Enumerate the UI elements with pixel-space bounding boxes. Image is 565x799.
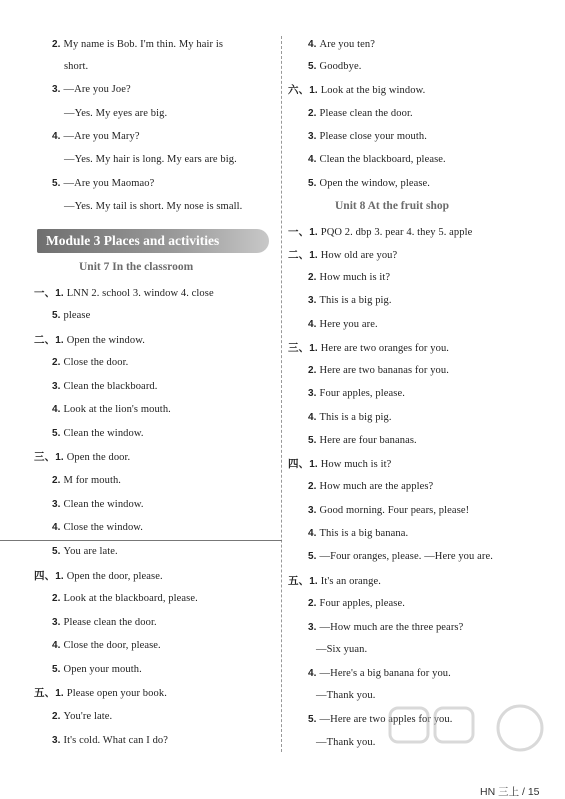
item-number: 5. <box>52 664 61 675</box>
answer-line <box>52 545 118 559</box>
item-text: —Are you Joe? <box>63 84 131 95</box>
answer-line <box>308 38 375 52</box>
answer-line <box>34 333 145 348</box>
item-number: 5. <box>52 178 61 189</box>
answer-line <box>308 527 408 541</box>
answer-line <box>308 411 392 425</box>
item-number: 1. <box>309 576 318 587</box>
answer-line <box>308 271 390 285</box>
answer-line <box>52 734 168 748</box>
answer-line <box>64 107 167 121</box>
answer-line <box>52 521 143 535</box>
answer-line <box>316 643 367 657</box>
item-text: It's cold. What can I do? <box>63 735 169 746</box>
item-text: How much are the apples? <box>319 481 434 492</box>
item-number: 4. <box>308 319 317 330</box>
item-text: How much is it? <box>320 459 392 470</box>
item-text: LNN 2. school 3. window 4. close <box>66 288 214 299</box>
answer-line <box>308 294 392 308</box>
item-text: Goodbye. <box>319 61 362 72</box>
item-number: 4. <box>308 154 317 165</box>
answer-line <box>64 153 237 167</box>
item-text: —Yes. My eyes are big. <box>64 108 168 119</box>
item-text: Please close your mouth. <box>319 131 427 142</box>
item-text: Good morning. Four pears, please! <box>319 505 470 516</box>
item-text: Here are four bananas. <box>319 435 417 446</box>
item-number: 2. <box>52 39 61 50</box>
unit-8-title: Unit 8 At the fruit shop <box>335 200 450 212</box>
item-text: —How much are the three pears? <box>319 622 464 633</box>
item-number: 3. <box>52 617 61 628</box>
item-text: Please clean the door. <box>63 617 157 628</box>
answer-line <box>288 457 391 472</box>
answer-line <box>308 667 451 681</box>
watermark-logo <box>385 700 560 792</box>
item-text: It's an orange. <box>320 576 381 587</box>
item-number: 1. <box>55 288 64 299</box>
section-number: 二、 <box>34 334 56 346</box>
item-text: —Thank you. <box>316 737 376 748</box>
item-number: 5. <box>52 546 61 557</box>
answer-line <box>308 153 446 167</box>
answer-line <box>288 83 425 98</box>
answer-line <box>52 403 171 417</box>
item-number: 2. <box>308 598 317 609</box>
right-column <box>283 0 565 797</box>
item-number: 1. <box>55 571 64 582</box>
answer-line <box>308 177 430 191</box>
item-text: —Six yuan. <box>316 644 368 655</box>
item-text: This is a big pig. <box>319 295 392 306</box>
item-text: You're late. <box>63 711 113 722</box>
item-text: How old are you? <box>320 250 398 261</box>
item-number: 4. <box>308 668 317 679</box>
answer-line <box>288 225 472 240</box>
answer-line <box>316 689 375 703</box>
item-text: This is a big pig. <box>319 412 392 423</box>
item-text: Look at the blackboard, please. <box>63 593 198 604</box>
answer-line <box>52 639 161 653</box>
answer-line <box>308 107 413 121</box>
item-number: 5. <box>52 428 61 439</box>
item-text: —Are you Maomao? <box>63 178 155 189</box>
item-text: Look at the lion's mouth. <box>63 404 171 415</box>
item-text: Open the window, please. <box>319 178 431 189</box>
item-text: Here are two bananas for you. <box>319 365 449 376</box>
answer-line <box>308 387 405 401</box>
item-number: 5. <box>308 714 317 725</box>
section-number: 三、 <box>288 342 310 354</box>
item-number: 4. <box>308 39 317 50</box>
item-number: 1. <box>309 227 318 238</box>
item-number: 1. <box>309 343 318 354</box>
answer-line <box>308 597 405 611</box>
answer-line <box>52 710 112 724</box>
left-column <box>0 0 282 797</box>
item-text: please <box>63 310 91 321</box>
item-text: —Yes. My tail is short. My nose is small. <box>64 201 243 212</box>
answer-line <box>308 480 433 494</box>
item-number: 2. <box>52 357 61 368</box>
answer-line <box>52 427 144 441</box>
answer-line <box>34 450 130 465</box>
item-number: 1. <box>309 459 318 470</box>
section-number: 三、 <box>34 451 56 463</box>
item-text: —Here are two apples for you. <box>319 714 453 725</box>
item-text: Clean the window. <box>63 428 144 439</box>
answer-line <box>308 318 378 332</box>
item-number: 3. <box>52 499 61 510</box>
item-number: 5. <box>308 435 317 446</box>
item-number: 2. <box>308 365 317 376</box>
item-number: 3. <box>52 735 61 746</box>
item-text: Close the door. <box>63 357 129 368</box>
item-text: Open the window. <box>66 335 145 346</box>
answer-line <box>308 550 493 564</box>
answer-line <box>34 686 167 701</box>
item-text: M for mouth. <box>63 475 122 486</box>
section-number: 一、 <box>288 226 310 238</box>
item-number: 1. <box>309 85 318 96</box>
item-text: —Four oranges, please. —Here you are. <box>319 551 493 562</box>
answer-line <box>288 341 449 356</box>
item-text: Look at the big window. <box>320 85 426 96</box>
item-number: 4. <box>52 522 61 533</box>
item-text: Clean the blackboard, please. <box>319 154 446 165</box>
item-text: —Here's a big banana for you. <box>319 668 451 679</box>
answer-line <box>308 60 361 74</box>
item-text: This is a big banana. <box>319 528 409 539</box>
section-rule <box>0 540 282 541</box>
item-number: 3. <box>308 622 317 633</box>
item-number: 3. <box>52 381 61 392</box>
answer-line <box>52 130 140 144</box>
section-number: 五、 <box>288 575 310 587</box>
item-text: Clean the window. <box>63 499 144 510</box>
item-text: short. <box>64 61 89 72</box>
answer-line <box>52 38 223 52</box>
item-number: 2. <box>308 108 317 119</box>
answer-line <box>52 83 131 97</box>
answer-line <box>52 474 121 488</box>
module-banner <box>37 229 269 253</box>
item-text: Please open your book. <box>66 688 167 699</box>
module-banner-title: Module 3 Places and activities <box>46 233 220 248</box>
item-text: —Yes. My hair is long. My ears are big. <box>64 154 237 165</box>
answer-line <box>64 60 88 74</box>
section-number: 四、 <box>34 570 56 582</box>
item-number: 2. <box>308 272 317 283</box>
answer-line <box>34 569 163 584</box>
answer-line <box>308 364 449 378</box>
section-number: 四、 <box>288 458 310 470</box>
item-text: You are late. <box>63 546 118 557</box>
item-number: 4. <box>308 528 317 539</box>
answer-line <box>52 663 142 677</box>
answer-line <box>288 574 381 589</box>
answer-line <box>52 177 154 191</box>
item-number: 5. <box>308 178 317 189</box>
item-text: PQO 2. dbp 3. pear 4. they 5. apple <box>320 227 473 238</box>
item-text: Close the window. <box>63 522 144 533</box>
section-number: 二、 <box>288 249 310 261</box>
answer-line <box>52 309 90 323</box>
item-number: 3. <box>308 295 317 306</box>
page-footer: HN 三上 / 15 <box>480 786 540 798</box>
item-number: 2. <box>52 711 61 722</box>
section-number: 五、 <box>34 687 56 699</box>
item-number: 3. <box>308 505 317 516</box>
item-number: 4. <box>52 131 61 142</box>
answer-line <box>308 621 463 635</box>
item-text: —Thank you. <box>316 690 376 701</box>
answer-line <box>34 286 214 301</box>
item-text: Open the door, please. <box>66 571 163 582</box>
item-number: 2. <box>52 475 61 486</box>
item-text: Please clean the door. <box>319 108 413 119</box>
section-number: 六、 <box>288 84 310 96</box>
item-number: 3. <box>308 131 317 142</box>
item-text: Four apples, please. <box>319 388 405 399</box>
unit-7-title: Unit 7 In the classroom <box>79 261 194 273</box>
item-number: 4. <box>52 404 61 415</box>
answer-line <box>52 616 157 630</box>
answer-line <box>52 356 128 370</box>
answer-line <box>316 736 375 750</box>
section-number: 一、 <box>34 287 56 299</box>
item-text: How much is it? <box>319 272 391 283</box>
item-text: Here are two oranges for you. <box>320 343 450 354</box>
item-text: Open your mouth. <box>63 664 142 675</box>
item-number: 5. <box>52 310 61 321</box>
item-number: 4. <box>52 640 61 651</box>
item-number: 1. <box>309 250 318 261</box>
item-text: Four apples, please. <box>319 598 405 609</box>
answer-line <box>308 504 469 518</box>
answer-line <box>308 130 427 144</box>
item-text: Close the door, please. <box>63 640 161 651</box>
item-text: Open the door. <box>66 452 131 463</box>
item-number: 3. <box>52 84 61 95</box>
item-number: 1. <box>55 335 64 346</box>
answer-line <box>64 200 242 214</box>
item-number: 4. <box>308 412 317 423</box>
item-number: 5. <box>308 61 317 72</box>
item-number: 5. <box>308 551 317 562</box>
answer-line <box>52 380 158 394</box>
item-number: 2. <box>52 593 61 604</box>
item-number: 2. <box>308 481 317 492</box>
item-text: My name is Bob. I'm thin. My hair is <box>63 39 224 50</box>
item-text: Here you are. <box>319 319 378 330</box>
item-text: Clean the blackboard. <box>63 381 158 392</box>
item-number: 1. <box>55 688 64 699</box>
item-number: 1. <box>55 452 64 463</box>
answer-line <box>288 248 397 263</box>
item-text: Are you ten? <box>319 39 375 50</box>
item-number: 3. <box>308 388 317 399</box>
answer-line <box>52 498 144 512</box>
answer-line <box>52 592 198 606</box>
item-text: —Are you Mary? <box>63 131 140 142</box>
answer-line <box>308 434 417 448</box>
